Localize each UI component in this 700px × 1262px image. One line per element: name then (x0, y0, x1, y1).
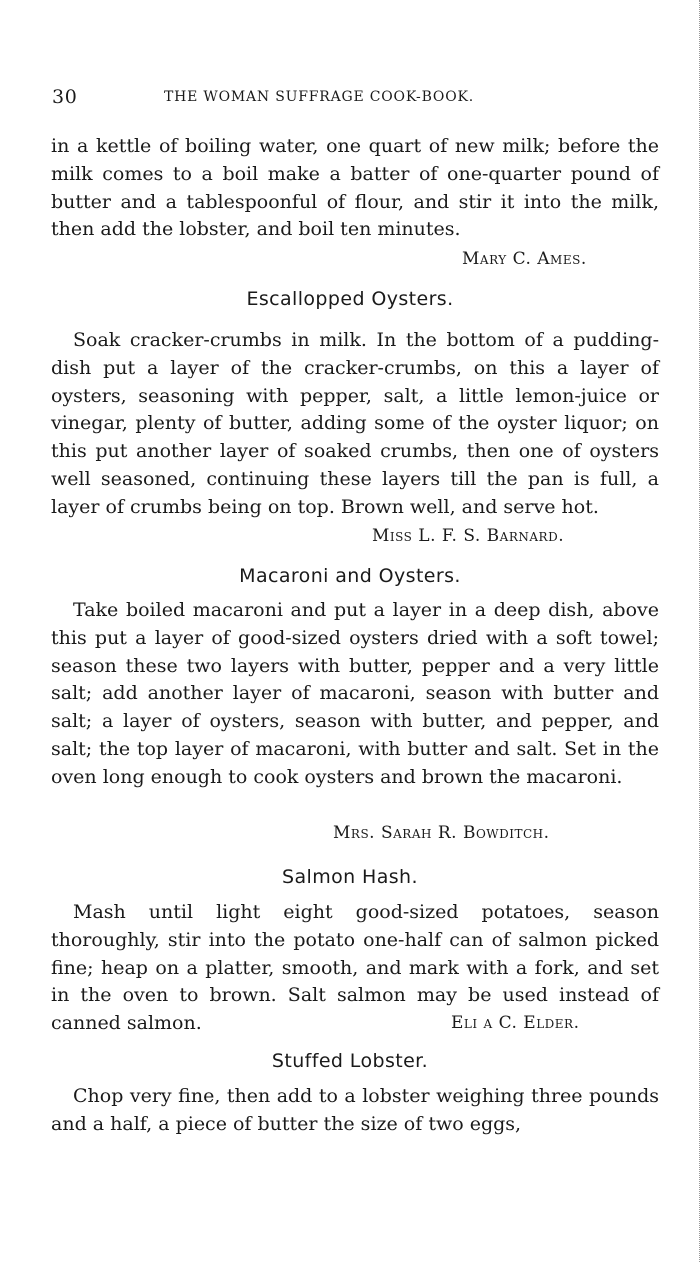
recipe-body: Take boiled macaroni and put a layer in a deep dish, above this put a layer of good-sized oysters dried with a soft towel; season these two layers with butter, pepper and a very little salt; add another layer of macaroni, season with butter and salt; a layer of oysters, season with butter, and pepper, and salt; the top layer of macaroni, with butter and salt. Set in the oven long enough to cook oysters and brown the macaroni. (51, 599, 659, 788)
recipe-author: Mary C. Ames. (462, 249, 587, 269)
recipe-title: Escallopped Oysters. (246, 288, 454, 310)
page-edge-marks (693, 0, 700, 1262)
page-number: 30 (52, 86, 78, 108)
continued-recipe-text: in a kettle of boiling water, one quart of new milk; before the milk comes to a boil make a batter of one-quarter pound of butter and a tablespoonful of flour, and stir it into the milk, then add the lobster, and boil ten minutes. (51, 135, 659, 241)
recipe-author: Eli a C. Elder. (451, 1013, 580, 1033)
recipe-title: Macaroni and Oysters. (239, 565, 461, 587)
recipe-title: Salmon Hash. (282, 866, 418, 888)
recipe-body: Chop very fine, then add to a lobster weighing three pounds and a half, a piece of butter the size of two eggs, (51, 1085, 659, 1135)
recipe-body: Mash until light eight good-sized potatoes, season thoroughly, stir into the potato one-half can of salmon picked fine; heap on a platter, smooth, and mark with a fork, and set in the oven to brown. Salt salmon may be used instead of canned salmon. (51, 901, 659, 1035)
recipe-author: Miss L. F. S. Barnard. (372, 526, 565, 546)
recipe-author: Mrs. Sarah R. Bowditch. (333, 823, 550, 843)
recipe-title: Stuffed Lobster. (271, 1050, 429, 1072)
recipe-body: Soak cracker-crumbs in milk. In the bottom of a pudding-dish put a layer of the cracker-crumbs, on this a layer of oysters, seasoning with pepper, salt, a little lemon-juice or vinegar, plenty of butter, adding some of the oyster liquor; on this put another layer of soaked crumbs, then one of oysters well seasoned, continuing these layers till the pan is full, a layer of crumbs being on top. Brown well, and serve hot. (51, 329, 659, 518)
running-head (52, 86, 662, 110)
book-title: THE WOMAN SUFFRAGE COOK-BOOK. (164, 89, 475, 105)
